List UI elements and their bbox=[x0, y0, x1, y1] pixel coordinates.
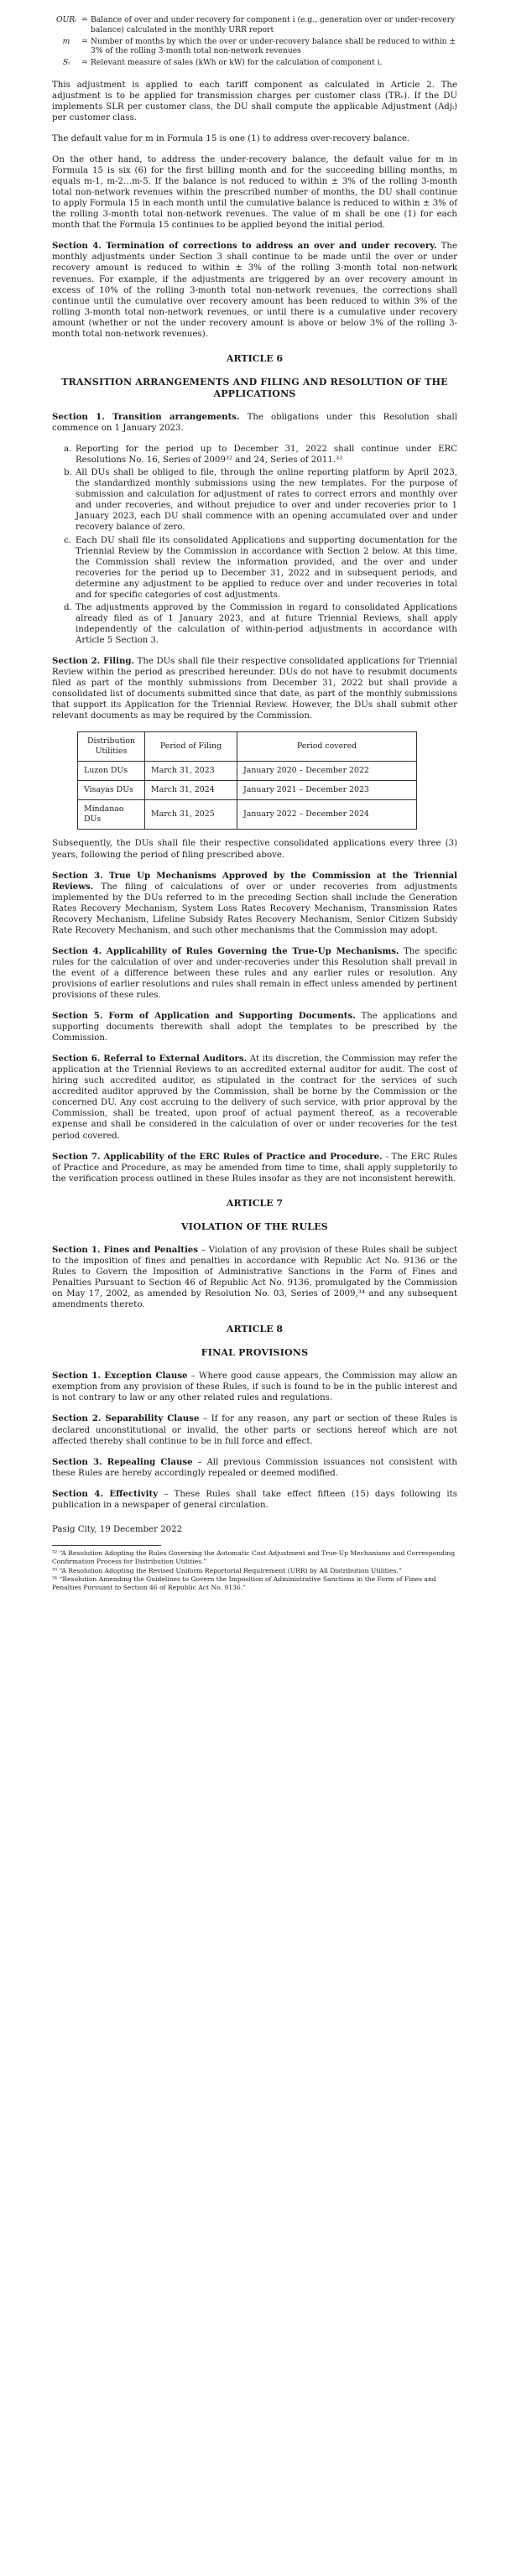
section-text: At its discretion, the Commission may refer the application at the Triennial Reviews to an accredited external auditor for audit. The cost of hiring such accredited auditor, as stipulated in the contract for the services of such accredited auditor approved by the Commission, shall be borne by the Commission or the concerned DU. Any cost accruing to the delivery of such service, with prior approval by the Commission, shall be treated, upon proof of actual payment thereof, as a recoverable expense and shall be considered in the calculation of over or under recoveries for the test period covered. bbox=[52, 1054, 457, 1141]
section-paragraph bbox=[52, 1371, 457, 1403]
list-marker: b. bbox=[64, 468, 72, 478]
section-text: – Where good cause appears, the Commission may allow an exemption from any provision of these Rules, if such is found to be in the public interest and is not contrary to law or any other related rules and regulations. bbox=[52, 1371, 457, 1403]
definition-text: Relevant measure of sales (kWh or kW) for the calculation of component i. bbox=[91, 58, 383, 68]
table-row bbox=[78, 781, 417, 800]
section-paragraph bbox=[52, 1489, 457, 1511]
section-text: The monthly adjustments under Section 3 shall continue to be made until the over or under recovery amount is reduced to within ± 3% of the rolling 3-month total non-network revenues. For example, if the adjustments are triggered by an over recovery amount in excess of 10% of the rolling 3-month total non-network revenues, the corrections shall continue until the cumulative over recovery amount has been reduced to within 3% of the rolling 3-month total non-network revenues, or until there is a cumulative under recovery amount (whether or not the under recovery amount is above or below 3% of the rolling 3-month total non-network revenues). bbox=[52, 242, 458, 339]
transition-list bbox=[64, 444, 457, 646]
definitions-list bbox=[54, 15, 457, 68]
table-cell: January 2020 – December 2022 bbox=[237, 762, 417, 781]
section-text: – If for any reason, any part or section of these Rules is declared unconstitutional or invalid, the other parts or sections hereof which are not affected thereby shall continue to be in full force and effect. bbox=[52, 1414, 457, 1446]
section-heading: Section 1. Fines and Penalties bbox=[52, 1244, 199, 1255]
table-header: Period covered bbox=[237, 732, 417, 762]
section-heading: Section 7. Applicability of the ERC Rules of Practice and Procedure. bbox=[52, 1151, 383, 1162]
list-item bbox=[64, 467, 457, 533]
table-header: Distribution Utilities bbox=[78, 732, 145, 762]
article-heading: ARTICLE 7 bbox=[226, 1197, 284, 1209]
section-paragraph bbox=[52, 1011, 457, 1043]
article-title: VIOLATION OF THE RULES bbox=[181, 1220, 328, 1232]
table-cell: January 2021 – December 2023 bbox=[237, 781, 417, 800]
definition-equals: = bbox=[81, 58, 88, 68]
paragraph: This adjustment is applied to each tariff component as calculated in Article 2. The adjustment is to be applied for transmission charges per customer class (TRᵥ). If the DU implements SLR per customer class, the DU shall compute the applicable Adjustment (Adjᵢ) per customer class. bbox=[52, 80, 457, 122]
section-heading: Section 4. Effectivity bbox=[52, 1488, 159, 1499]
section-paragraph bbox=[52, 1054, 457, 1141]
definition-equals: = bbox=[81, 36, 88, 46]
definition-term: Sᵢ bbox=[62, 58, 70, 68]
definition-item bbox=[54, 15, 457, 35]
definition-item bbox=[54, 58, 457, 68]
article-heading: ARTICLE 8 bbox=[226, 1324, 284, 1335]
section-paragraph bbox=[52, 241, 457, 339]
list-text: Reporting for the period up to December 31, 2022 shall continue under ERC Resolutions No. 16, Series of 2009³² and 24, Series of 2011.³³ bbox=[76, 445, 457, 466]
section-text: The DUs shall file their respective consolidated applications for Triennial Review within the period as prescribed hereunder. DUs do not have to resubmit documents filed as part of the monthly submissions from December 31, 2022 but shall provide a consolidated list of documents submitted since that date, as part of the monthly submissions that support its Application for the Triennial Review. However, the DUs shall submit other relevant documents as may be required by the Commission. bbox=[52, 656, 458, 721]
table-row bbox=[78, 800, 417, 830]
list-text: All DUs shall be obliged to file, through the online reporting platform by April 2023, the standardized monthly submissions using the new templates. For the purpose of submission and calculation for adjustment of rates to correct errors and monthly over and under recoveries, and without prejudice to over and under recoveries prior to 1 January 2023, each DU shall commence with an opening accumulated over and under recovery balance of zero. bbox=[76, 468, 457, 533]
section-heading: Section 5. Form of Application and Supporting Documents. bbox=[52, 1011, 356, 1022]
table-cell: March 31, 2025 bbox=[145, 800, 237, 830]
section-paragraph bbox=[52, 412, 457, 434]
table-header: Period of Filing bbox=[145, 732, 237, 762]
list-item bbox=[64, 602, 457, 646]
article-title: FINAL PROVISIONS bbox=[201, 1347, 309, 1359]
article-heading: ARTICLE 6 bbox=[226, 352, 284, 364]
list-marker: d. bbox=[64, 602, 72, 612]
section-heading: Section 2. Separability Clause bbox=[52, 1413, 200, 1424]
section-paragraph bbox=[52, 871, 457, 936]
definition-term: OURᵢ bbox=[55, 15, 77, 24]
section-heading: Section 3. True Up Mechanisms Approved by the Commission at the Triennial Reviews. bbox=[52, 870, 457, 892]
paragraph: Subsequently, the DUs shall file their respective consolidated applications every three (3) years, following the period of filing prescribed above. bbox=[52, 839, 457, 860]
table-header-row bbox=[78, 732, 417, 762]
footnote: ³² “A Resolution Adopting the Rules Governing the Automatic Cost Adjustment and True-Up Mechanisms and Corresponding Confirmation Process for Distribution Utilities.” bbox=[52, 1548, 456, 1565]
place-date: Pasig City, 19 December 2022 bbox=[52, 1524, 183, 1534]
table-row bbox=[78, 762, 417, 781]
definition-item bbox=[54, 37, 457, 57]
section-heading: Section 6. Referral to External Auditors. bbox=[52, 1054, 248, 1064]
section-text: The specific rules for the calculation of over and under-recoveries under this Resolution shall prevail in the event of a difference between these rules and any earlier rules or resolution. Any provisions of earlier resolutions and rules shall remain in effect unless amended by pertinent provisions of these rules. bbox=[52, 946, 458, 1001]
definition-equals: = bbox=[81, 15, 88, 24]
article-title: TRANSITION ARRANGEMENTS AND FILING AND RESOLUTION OF THE APPLICATIONS bbox=[61, 376, 448, 399]
section-text: – All previous Commission issuances not consistent with these Rules are hereby accordingly repealed or deemed modified. bbox=[52, 1457, 457, 1478]
section-text: – Violation of any provision of these Rules shall be subject to the imposition of fines and penalties in accordance with Republic Act No. 9136 or the Rules to Govern the Imposition of Administrative Sanctions in the Form of Fines and Penalties Pursuant to Section 46 of Republic Act No. 9136, promulgated by the Commission on May 17, 2002, as amended by Resolution No. 03, Series of 2009,³⁴ and any subsequent amendments thereto. bbox=[52, 1245, 457, 1310]
section-paragraph bbox=[52, 1457, 457, 1479]
table-cell: Mindanao DUs bbox=[78, 800, 145, 830]
section-heading: Section 1. Transition arrangements. bbox=[52, 412, 240, 423]
list-text: The adjustments approved by the Commission in regard to consolidated Applications already filed as of 1 January 2023, and at future Triennial Reviews, shall apply independently of the calculation of within-period adjustments in accordance with Article 5 Section 3. bbox=[76, 602, 457, 645]
section-text: The applications and supporting documents therewith shall adopt the templates to be prescribed by the Commission. bbox=[52, 1012, 457, 1043]
section-paragraph bbox=[52, 1413, 457, 1446]
table-cell: Visayas DUs bbox=[78, 781, 145, 800]
list-item bbox=[64, 444, 457, 466]
definition-text: Balance of over and under recovery for component i (e.g., generation over or under-recovery balance) calculated in the monthly URR report bbox=[91, 15, 456, 34]
section-heading: Section 1. Exception Clause bbox=[52, 1371, 188, 1382]
filing-schedule-table bbox=[77, 731, 417, 830]
section-text: The filing of calculations of over or under recoveries from adjustments implemented by the DUs referred to in the preceding Section shall include the Generation Rates Recovery Mechanism, System Loss Rates Recovery Mechanism, Transmission Rates Recovery Mechanism, Lifeline Subsidy Rates Recovery Mechanism, Senior Citizen Subsidy Rate Recovery Mechanism, and such other mechanisms that the Commission may adopt. bbox=[52, 882, 457, 935]
table-cell: March 31, 2024 bbox=[145, 781, 237, 800]
footnote: ³⁴ “Resolution Amending the Guidelines to Govern the Imposition of Administrative Sanctions in the Form of Fines and Penalties Pursuant to Section 46 of Republic Act No. 9136.” bbox=[52, 1575, 436, 1592]
list-marker: a. bbox=[64, 445, 72, 455]
footnote-divider bbox=[52, 1545, 161, 1546]
section-heading: Section 4. Termination of corrections to address an over and under recovery. bbox=[52, 241, 437, 252]
section-text: The obligations under this Resolution shall commence on 1 January 2023. bbox=[52, 413, 457, 434]
table-cell: January 2022 – December 2024 bbox=[237, 800, 417, 830]
table-cell: March 31, 2023 bbox=[145, 762, 237, 781]
list-item bbox=[64, 535, 457, 601]
definition-term: m bbox=[62, 36, 70, 46]
section-paragraph bbox=[52, 1152, 457, 1184]
section-heading: Section 4. Applicability of Rules Governing the True-Up Mechanisms. bbox=[52, 945, 399, 956]
paragraph: The default value for m in Formula 15 is one (1) to address over-recovery balance. bbox=[52, 134, 410, 144]
section-heading: Section 2. Filing. bbox=[52, 655, 135, 666]
table-cell: Luzon DUs bbox=[78, 762, 145, 781]
footnote: ³³ “A Resolution Adopting the Revised Uniform Reportorial Requirement (URR) by All Distribution Utilities.” bbox=[52, 1566, 402, 1574]
paragraph: On the other hand, to address the under-recovery balance, the default value for m in Formula 15 is six (6) for the first billing month and for the succeeding billing months, m equals m-1, m-2…m-5. If the balance is not reduced to within ± 3% of the rolling 3-month total non-network revenues within the prescribed number of months, the DU shall continue to apply Formula 15 in each month until the cumulative balance is reduced to within ± 3% of the rolling 3-month total non-network revenues. The value of m shall be one (1) for each month that the Formula 15 continues to be applied beyond the initial period. bbox=[52, 155, 457, 231]
section-paragraph bbox=[52, 946, 457, 1001]
section-paragraph bbox=[52, 656, 457, 721]
section-text: – These Rules shall take effect fifteen (15) days following its publication in a newspaper of general circulation. bbox=[52, 1489, 457, 1510]
section-paragraph bbox=[52, 1245, 457, 1310]
definition-text: Number of months by which the over or under-recovery balance shall be reduced to within ± 3% of the rolling 3-month total non-network revenues bbox=[91, 36, 456, 56]
list-text: Each DU shall file its consolidated Applications and supporting documentation for the Triennial Review by the Commission in accordance with Section 2 below. At this time, the Commission shall review the information provided, and the over and under recoveries for the period up to December 31, 2022 and in subsequent periods, and determine any adjustment to be applied to reduce over and under recoveries in total and for specific categories of cost adjustments. bbox=[76, 535, 457, 600]
section-heading: Section 3. Repealing Clause bbox=[52, 1456, 193, 1467]
list-marker: c. bbox=[64, 535, 71, 545]
section-text: - The ERC Rules of Practice and Procedure, as may be amended from time to time, shall apply suppletorily to the verification process outlined in these Rules insofar as they are not inconsistent herewith. bbox=[52, 1152, 457, 1184]
